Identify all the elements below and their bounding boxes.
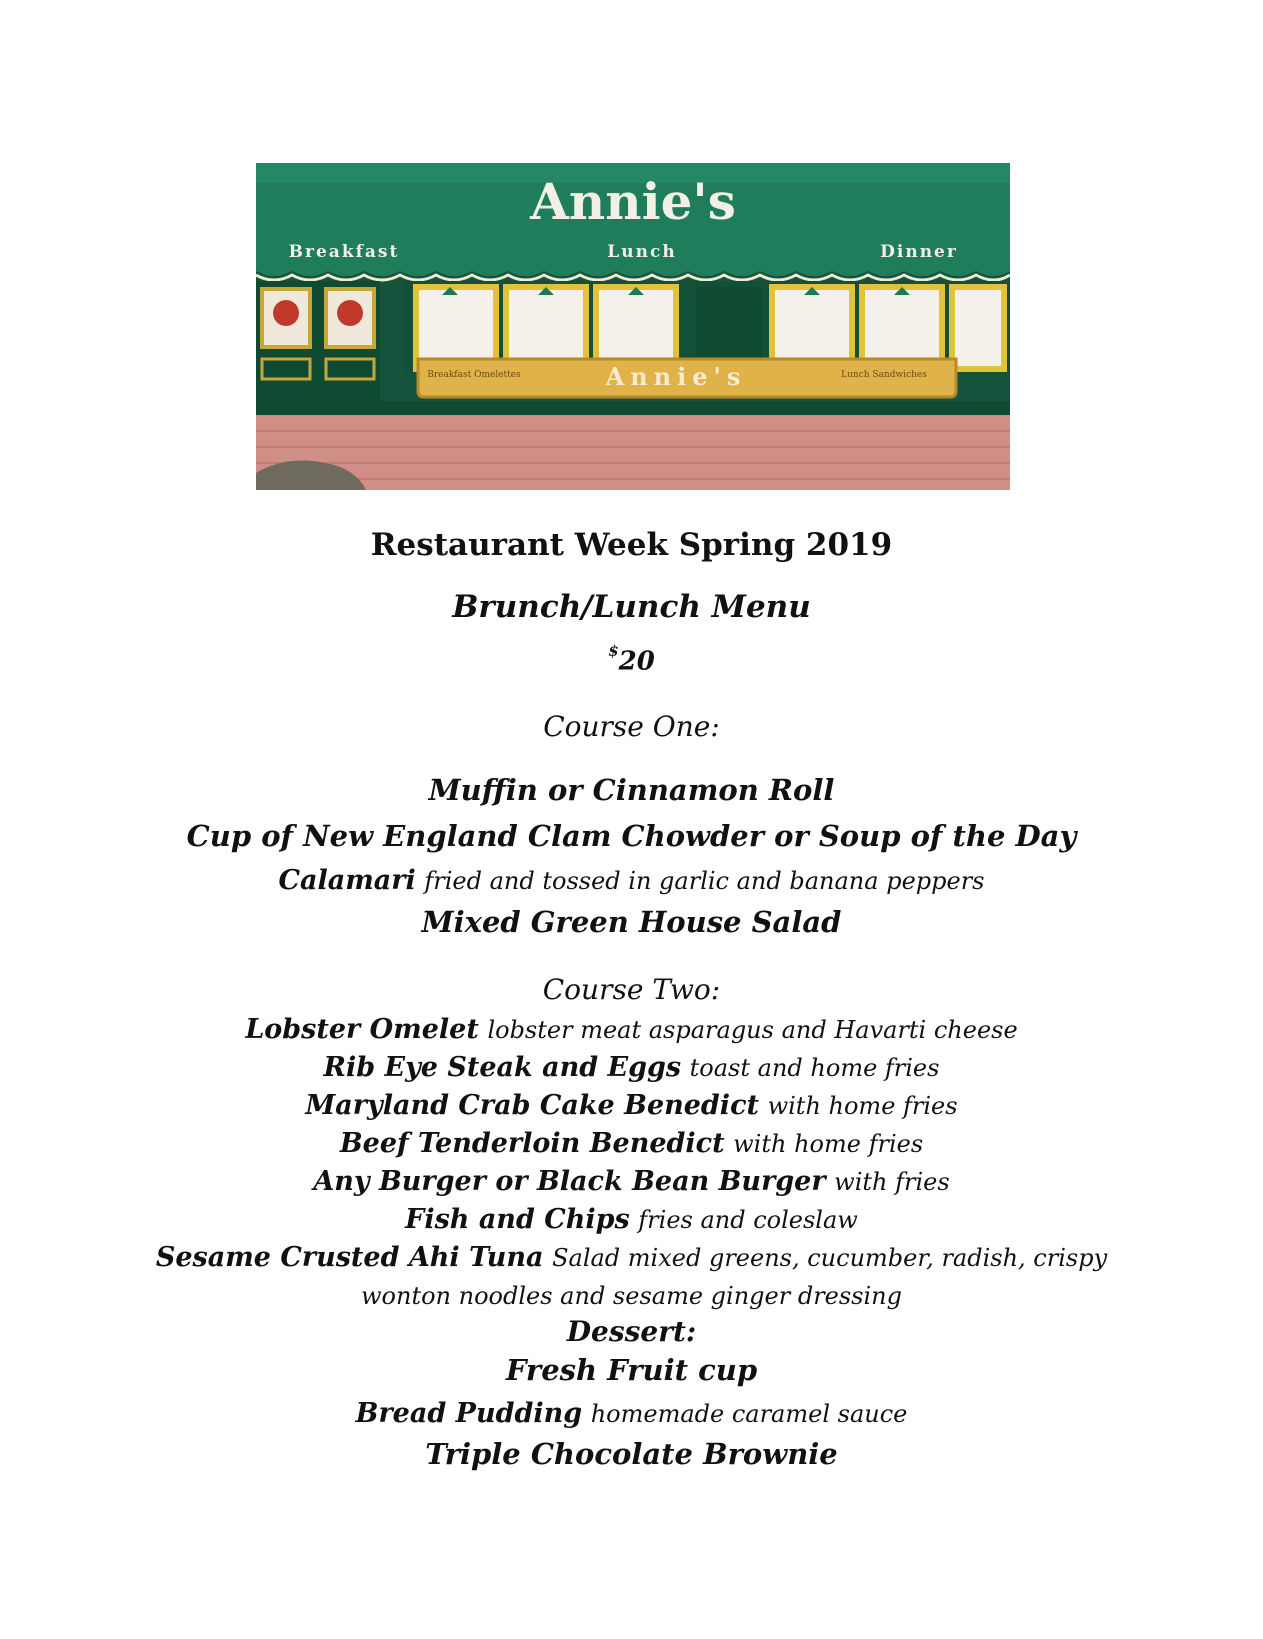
sign-center-text: Annie's bbox=[605, 362, 747, 391]
menu-title: Restaurant Week Spring 2019 bbox=[370, 527, 893, 563]
price-symbol: $ bbox=[608, 642, 619, 660]
item-name: Any Burger or Black Bean Burger bbox=[313, 1166, 826, 1197]
course-one-heading: Course One: bbox=[543, 710, 720, 743]
sign-left-text: Breakfast Omelettes bbox=[427, 370, 521, 380]
course-two-item bbox=[0, 1244, 1263, 1271]
course-one-item bbox=[0, 867, 1263, 894]
course-one-item: Muffin or Cinnamon Roll bbox=[428, 773, 835, 807]
course-two-item bbox=[0, 1168, 1263, 1195]
course-two-item-continued bbox=[0, 1282, 1263, 1309]
course-two-item bbox=[0, 1016, 1263, 1043]
awning-label-dinner: Dinner bbox=[880, 242, 958, 262]
course-two-item bbox=[0, 1130, 1263, 1157]
storefront-illustration bbox=[256, 163, 1010, 490]
dessert-heading: Dessert: bbox=[566, 1315, 697, 1348]
course-one-item: Cup of New England Clam Chowder or Soup of the Day bbox=[186, 819, 1077, 853]
item-description: fries and coleslaw bbox=[638, 1206, 858, 1234]
dessert-item bbox=[0, 1400, 1263, 1427]
price-amount: 20 bbox=[618, 646, 655, 677]
awning-title: Annie's bbox=[530, 172, 736, 231]
item-name: Calamari bbox=[278, 865, 416, 896]
item-description: lobster meat asparagus and Havarti cheese bbox=[487, 1016, 1018, 1044]
course-two-item bbox=[0, 1206, 1263, 1233]
item-name: Fish and Chips bbox=[405, 1204, 630, 1235]
awning-label-breakfast: Breakfast bbox=[288, 242, 400, 262]
item-name: Maryland Crab Cake Benedict bbox=[305, 1090, 759, 1121]
menu-price bbox=[0, 642, 1263, 677]
awning-label-lunch: Lunch bbox=[607, 242, 677, 262]
course-one-item: Mixed Green House Salad bbox=[421, 905, 842, 939]
item-description: homemade caramel sauce bbox=[590, 1400, 908, 1428]
dessert-item: Fresh Fruit cup bbox=[505, 1353, 758, 1387]
item-name: Lobster Omelet bbox=[245, 1014, 479, 1045]
menu-subtitle: Brunch/Lunch Menu bbox=[452, 589, 811, 625]
item-name: Rib Eye Steak and Eggs bbox=[323, 1052, 682, 1083]
item-description-continued: wonton noodles and sesame ginger dressing bbox=[361, 1282, 902, 1310]
item-description: toast and home fries bbox=[689, 1054, 940, 1082]
dessert-item: Triple Chocolate Brownie bbox=[425, 1437, 838, 1471]
course-two-item bbox=[0, 1092, 1263, 1119]
item-description: with fries bbox=[834, 1168, 950, 1196]
sign-right-text: Lunch Sandwiches bbox=[841, 370, 927, 380]
item-description: with home fries bbox=[733, 1130, 924, 1158]
item-description: with home fries bbox=[767, 1092, 958, 1120]
item-name: Sesame Crusted Ahi Tuna bbox=[155, 1242, 544, 1273]
item-description: fried and tossed in garlic and banana peppers bbox=[424, 867, 985, 895]
item-description: Salad mixed greens, cucumber, radish, crispy bbox=[552, 1244, 1108, 1272]
course-two-heading: Course Two: bbox=[542, 973, 721, 1006]
item-name: Bread Pudding bbox=[355, 1398, 583, 1429]
course-two-item bbox=[0, 1054, 1263, 1081]
item-name: Beef Tenderloin Benedict bbox=[339, 1128, 725, 1159]
